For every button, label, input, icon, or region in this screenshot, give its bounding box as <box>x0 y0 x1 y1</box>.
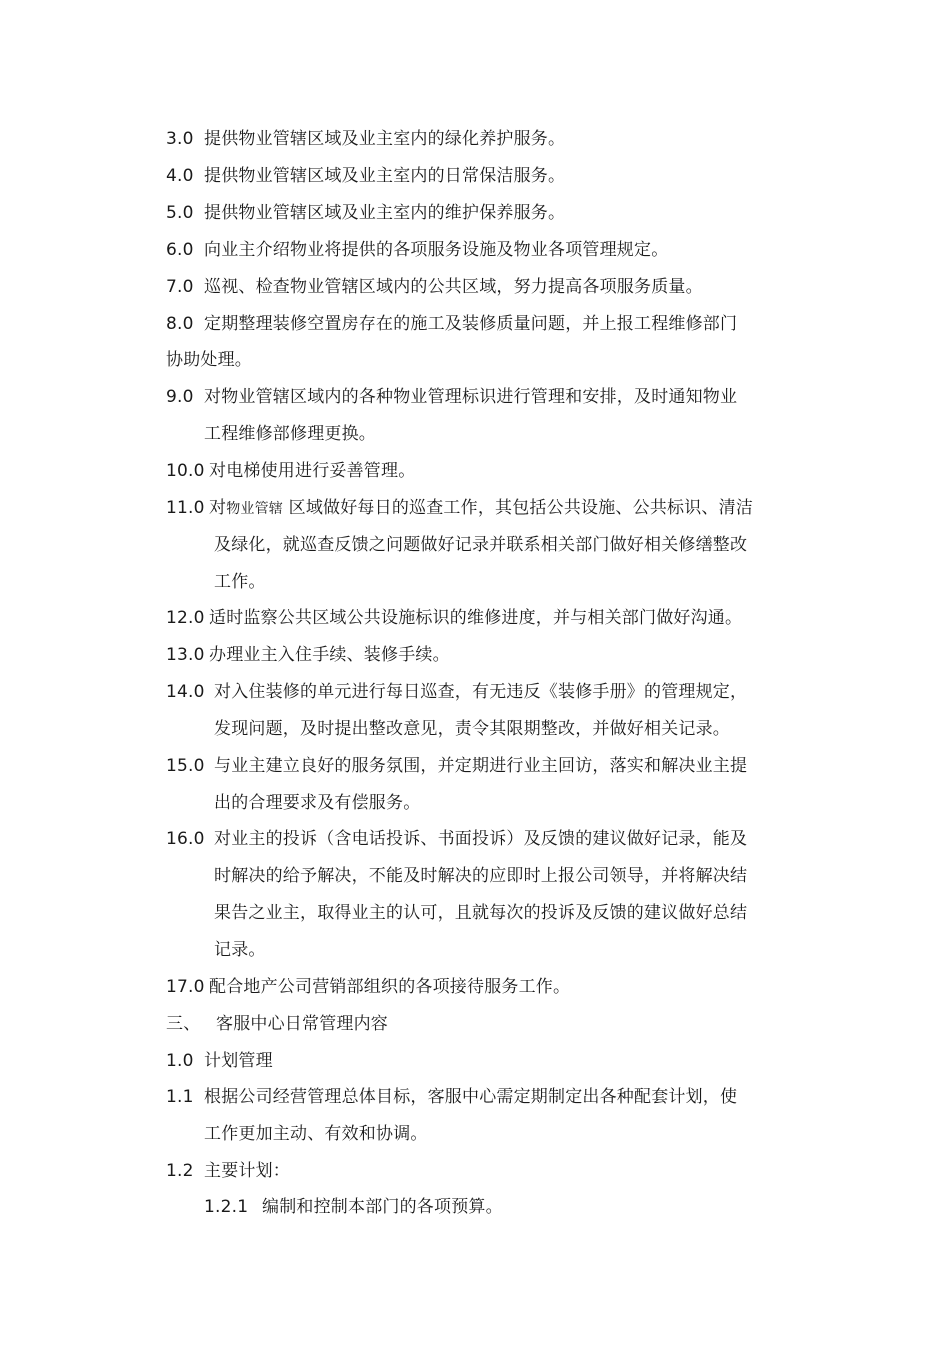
item-9-0-continuation <box>204 423 376 445</box>
item-number: 4.0 <box>166 166 194 186</box>
item-number: 9.0 <box>166 387 194 407</box>
item-text: 协助处理。 <box>166 350 252 370</box>
item-12-0 <box>166 607 742 629</box>
item-number: 7.0 <box>166 277 194 297</box>
item-11-0 <box>166 497 753 520</box>
item-14-0-continuation <box>214 718 730 740</box>
item-text: 对电梯使用进行妥善管理。 <box>209 461 416 481</box>
item-5-0 <box>166 202 565 224</box>
section-title: 客服中心日常管理内容 <box>216 1014 388 1034</box>
item-11-0-continuation <box>214 571 266 593</box>
item-16-0-continuation <box>214 902 747 924</box>
item-number: 1.2.1 <box>204 1197 249 1217</box>
item-number: 3.0 <box>166 129 194 149</box>
item-number: 15.0 <box>166 756 205 776</box>
item-text: 记录。 <box>214 940 266 960</box>
item-15-0 <box>166 755 747 777</box>
item-number: 11.0 <box>166 498 205 518</box>
item-7-0 <box>166 276 703 298</box>
item-3-0 <box>166 128 565 150</box>
section-heading <box>166 1013 388 1035</box>
item-8-0 <box>166 313 737 335</box>
item-14-0 <box>166 681 747 703</box>
item-number: 16.0 <box>166 829 205 849</box>
section-number: 三、 <box>166 1014 201 1034</box>
item-text: 与业主建立良好的服务氛围，并定期进行业主回访，落实和解决业主提 <box>214 756 748 776</box>
item-number: 14.0 <box>166 682 205 702</box>
item-text: 区域做好每日的巡查工作，其包括公共设施、公共标识、清洁 <box>283 498 754 518</box>
item-number: 8.0 <box>166 314 194 334</box>
item-text: 提供物业管辖区域及业主室内的维护保养服务。 <box>204 203 566 223</box>
item-number: 13.0 <box>166 645 205 665</box>
item-10-0 <box>166 460 415 482</box>
item-text: 巡视、检查物业管辖区域内的公共区域，努力提高各项服务质量。 <box>204 277 703 297</box>
plan-1-1-continuation <box>204 1123 428 1145</box>
item-text: 出的合理要求及有偿服务。 <box>214 793 421 813</box>
item-text: 计划管理 <box>204 1051 273 1071</box>
item-6-0 <box>166 239 668 261</box>
item-number: 1.1 <box>166 1087 194 1107</box>
item-16-0 <box>166 828 747 850</box>
item-text: 适时监察公共区域公共设施标识的维修进度，并与相关部门做好沟通。 <box>209 608 743 628</box>
item-number: 10.0 <box>166 461 205 481</box>
item-17-0 <box>166 976 570 998</box>
item-number: 5.0 <box>166 203 194 223</box>
item-16-0-continuation <box>214 939 266 961</box>
item-4-0 <box>166 165 565 187</box>
item-text: 提供物业管辖区域及业主室内的日常保洁服务。 <box>204 166 566 186</box>
item-number: 1.2 <box>166 1161 194 1181</box>
plan-1-2-1 <box>204 1196 503 1218</box>
item-text: 及绿化，就巡查反馈之问题做好记录并联系相关部门做好相关修缮整改 <box>214 535 748 555</box>
item-text-prefix: 对 <box>209 498 227 518</box>
item-text-small: 物业管辖 <box>226 501 284 517</box>
item-number: 1.0 <box>166 1051 194 1071</box>
item-text: 提供物业管辖区域及业主室内的绿化养护服务。 <box>204 129 566 149</box>
item-text: 对入住装修的单元进行每日巡查，有无违反《装修手册》的管理规定， <box>214 682 748 702</box>
item-text: 果告之业主，取得业主的认可，且就每次的投诉及反馈的建议做好总结 <box>214 903 748 923</box>
item-text: 向业主介绍物业将提供的各项服务设施及物业各项管理规定。 <box>204 240 669 260</box>
item-text: 发现问题，及时提出整改意见，责令其限期整改，并做好相关记录。 <box>214 719 730 739</box>
item-text: 时解决的给予解决，不能及时解决的应即时上报公司领导，并将解决结 <box>214 866 748 886</box>
item-number: 17.0 <box>166 977 205 997</box>
item-number: 6.0 <box>166 240 194 260</box>
item-text: 工程维修部修理更换。 <box>204 424 376 444</box>
item-text: 根据公司经营管理总体目标，客服中心需定期制定出各种配套计划，使 <box>204 1087 738 1107</box>
item-text: 工作。 <box>214 572 266 592</box>
item-9-0 <box>166 386 737 408</box>
item-number: 12.0 <box>166 608 205 628</box>
item-text: 主要计划： <box>204 1161 290 1181</box>
item-text: 办理业主入住手续、装修手续。 <box>209 645 450 665</box>
item-16-0-continuation <box>214 865 747 887</box>
item-11-0-continuation <box>214 534 747 556</box>
item-15-0-continuation <box>214 792 420 814</box>
plan-1-1 <box>166 1086 737 1108</box>
item-13-0 <box>166 644 450 666</box>
item-text: 对物业管辖区域内的各种物业管理标识进行管理和安排，及时通知物业 <box>204 387 738 407</box>
plan-1-2 <box>166 1160 290 1182</box>
item-text: 定期整理装修空置房存在的施工及装修质量问题，并上报工程维修部门 <box>204 314 738 334</box>
item-text: 对业主的投诉（含电话投诉、书面投诉）及反馈的建议做好记录，能及 <box>214 829 748 849</box>
item-8-0-continuation <box>166 349 252 371</box>
item-text: 编制和控制本部门的各项预算。 <box>262 1197 503 1217</box>
plan-heading <box>166 1050 273 1072</box>
item-text: 工作更加主动、有效和协调。 <box>204 1124 428 1144</box>
item-text: 配合地产公司营销部组织的各项接待服务工作。 <box>209 977 571 997</box>
